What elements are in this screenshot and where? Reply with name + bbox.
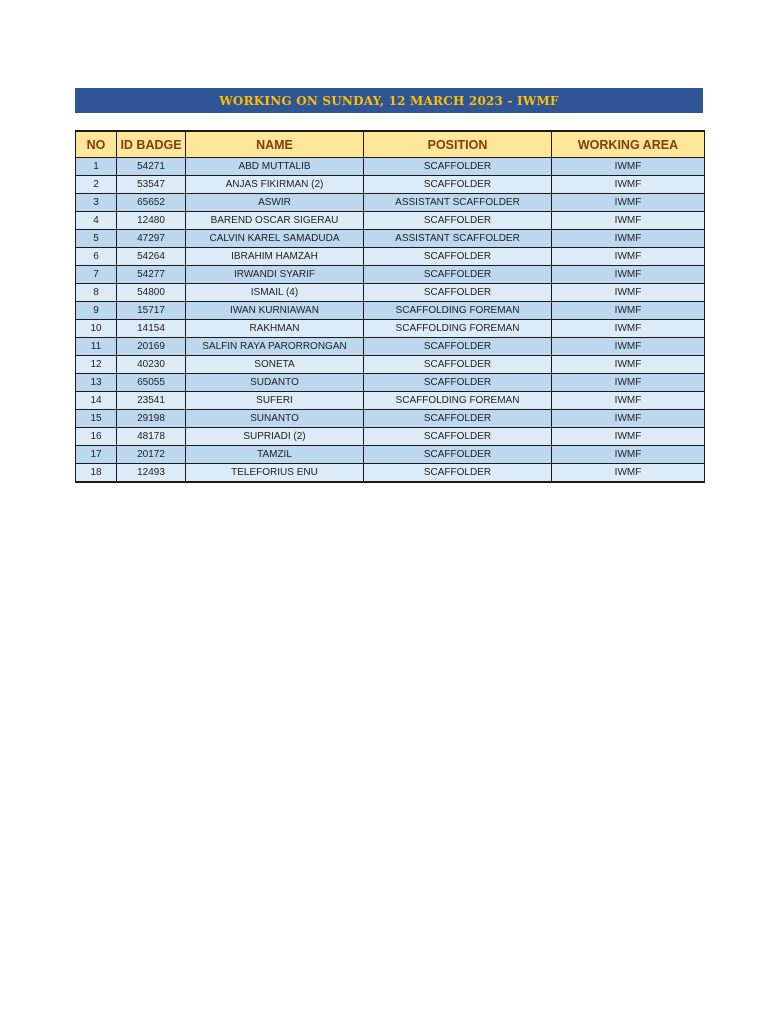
table-row bbox=[76, 212, 705, 230]
cell-id-badge: 12480 bbox=[117, 212, 186, 230]
table-row bbox=[76, 410, 705, 428]
table-body bbox=[76, 158, 705, 483]
cell-position: SCAFFOLDER bbox=[364, 266, 552, 284]
cell-position: SCAFFOLDING FOREMAN bbox=[364, 392, 552, 410]
table-row bbox=[76, 320, 705, 338]
cell-no: 1 bbox=[76, 158, 117, 176]
cell-no: 12 bbox=[76, 356, 117, 374]
cell-name: SUPRIADI (2) bbox=[186, 428, 364, 446]
table-row bbox=[76, 266, 705, 284]
cell-working-area: IWMF bbox=[552, 428, 705, 446]
cell-working-area: IWMF bbox=[552, 158, 705, 176]
table-row bbox=[76, 446, 705, 464]
cell-position: SCAFFOLDER bbox=[364, 428, 552, 446]
cell-name: IRWANDI SYARIF bbox=[186, 266, 364, 284]
cell-working-area: IWMF bbox=[552, 356, 705, 374]
cell-name: SUDANTO bbox=[186, 374, 364, 392]
cell-no: 15 bbox=[76, 410, 117, 428]
cell-no: 14 bbox=[76, 392, 117, 410]
cell-position: SCAFFOLDER bbox=[364, 374, 552, 392]
column-header-no: NO bbox=[76, 131, 117, 158]
table-header-row bbox=[76, 131, 705, 158]
table-row bbox=[76, 338, 705, 356]
cell-working-area: IWMF bbox=[552, 410, 705, 428]
cell-name: SUFERI bbox=[186, 392, 364, 410]
table-row bbox=[76, 428, 705, 446]
cell-no: 16 bbox=[76, 428, 117, 446]
cell-position: SCAFFOLDER bbox=[364, 158, 552, 176]
cell-no: 5 bbox=[76, 230, 117, 248]
cell-working-area: IWMF bbox=[552, 320, 705, 338]
cell-position: SCAFFOLDER bbox=[364, 338, 552, 356]
cell-working-area: IWMF bbox=[552, 446, 705, 464]
table-row bbox=[76, 302, 705, 320]
cell-id-badge: 40230 bbox=[117, 356, 186, 374]
table-row bbox=[76, 194, 705, 212]
cell-id-badge: 23541 bbox=[117, 392, 186, 410]
column-header-name: NAME bbox=[186, 131, 364, 158]
table-row bbox=[76, 284, 705, 302]
cell-name: BAREND OSCAR SIGERAU bbox=[186, 212, 364, 230]
table-row bbox=[76, 464, 705, 483]
cell-name: ISMAIL (4) bbox=[186, 284, 364, 302]
table-row bbox=[76, 374, 705, 392]
cell-id-badge: 65055 bbox=[117, 374, 186, 392]
cell-name: RAKHMAN bbox=[186, 320, 364, 338]
cell-name: SONETA bbox=[186, 356, 364, 374]
cell-position: SCAFFOLDER bbox=[364, 284, 552, 302]
table-row bbox=[76, 392, 705, 410]
cell-id-badge: 14154 bbox=[117, 320, 186, 338]
cell-position: SCAFFOLDER bbox=[364, 410, 552, 428]
table-row bbox=[76, 158, 705, 176]
cell-no: 13 bbox=[76, 374, 117, 392]
cell-position: SCAFFOLDING FOREMAN bbox=[364, 302, 552, 320]
cell-id-badge: 54800 bbox=[117, 284, 186, 302]
cell-position: SCAFFOLDER bbox=[364, 176, 552, 194]
cell-name: SUNANTO bbox=[186, 410, 364, 428]
cell-working-area: IWMF bbox=[552, 464, 705, 483]
table-row bbox=[76, 248, 705, 266]
cell-no: 8 bbox=[76, 284, 117, 302]
cell-id-badge: 47297 bbox=[117, 230, 186, 248]
cell-name: TAMZIL bbox=[186, 446, 364, 464]
cell-id-badge: 54264 bbox=[117, 248, 186, 266]
cell-working-area: IWMF bbox=[552, 284, 705, 302]
document-title: WORKING ON SUNDAY, 12 MARCH 2023 - IWMF bbox=[75, 88, 703, 113]
cell-id-badge: 20169 bbox=[117, 338, 186, 356]
cell-id-badge: 12493 bbox=[117, 464, 186, 483]
column-header-working-area: WORKING AREA bbox=[552, 131, 705, 158]
cell-position: SCAFFOLDER bbox=[364, 248, 552, 266]
cell-position: SCAFFOLDER bbox=[364, 356, 552, 374]
cell-no: 9 bbox=[76, 302, 117, 320]
cell-name: ASWIR bbox=[186, 194, 364, 212]
cell-working-area: IWMF bbox=[552, 194, 705, 212]
cell-name: CALVIN KAREL SAMADUDA bbox=[186, 230, 364, 248]
cell-position: SCAFFOLDER bbox=[364, 212, 552, 230]
cell-no: 6 bbox=[76, 248, 117, 266]
cell-name: ABD MUTTALIB bbox=[186, 158, 364, 176]
cell-no: 11 bbox=[76, 338, 117, 356]
cell-id-badge: 15717 bbox=[117, 302, 186, 320]
cell-name: SALFIN RAYA PARORRONGAN bbox=[186, 338, 364, 356]
cell-working-area: IWMF bbox=[552, 212, 705, 230]
cell-no: 3 bbox=[76, 194, 117, 212]
cell-position: SCAFFOLDING FOREMAN bbox=[364, 320, 552, 338]
cell-position: ASSISTANT SCAFFOLDER bbox=[364, 230, 552, 248]
cell-id-badge: 65652 bbox=[117, 194, 186, 212]
cell-working-area: IWMF bbox=[552, 392, 705, 410]
table-row bbox=[76, 176, 705, 194]
cell-position: SCAFFOLDER bbox=[364, 464, 552, 483]
cell-id-badge: 53547 bbox=[117, 176, 186, 194]
cell-no: 17 bbox=[76, 446, 117, 464]
cell-no: 10 bbox=[76, 320, 117, 338]
cell-id-badge: 54277 bbox=[117, 266, 186, 284]
cell-working-area: IWMF bbox=[552, 338, 705, 356]
roster-table bbox=[75, 130, 705, 483]
cell-name: IBRAHIM HAMZAH bbox=[186, 248, 364, 266]
cell-name: ANJAS FIKIRMAN (2) bbox=[186, 176, 364, 194]
cell-working-area: IWMF bbox=[552, 302, 705, 320]
cell-no: 4 bbox=[76, 212, 117, 230]
cell-id-badge: 48178 bbox=[117, 428, 186, 446]
cell-no: 18 bbox=[76, 464, 117, 483]
cell-id-badge: 20172 bbox=[117, 446, 186, 464]
column-header-position: POSITION bbox=[364, 131, 552, 158]
cell-working-area: IWMF bbox=[552, 266, 705, 284]
cell-working-area: IWMF bbox=[552, 248, 705, 266]
cell-working-area: IWMF bbox=[552, 374, 705, 392]
cell-position: ASSISTANT SCAFFOLDER bbox=[364, 194, 552, 212]
cell-id-badge: 29198 bbox=[117, 410, 186, 428]
cell-no: 2 bbox=[76, 176, 117, 194]
cell-name: TELEFORIUS ENU bbox=[186, 464, 364, 483]
cell-id-badge: 54271 bbox=[117, 158, 186, 176]
cell-position: SCAFFOLDER bbox=[364, 446, 552, 464]
cell-working-area: IWMF bbox=[552, 176, 705, 194]
column-header-id-badge: ID BADGE bbox=[117, 131, 186, 158]
table-row bbox=[76, 230, 705, 248]
cell-name: IWAN KURNIAWAN bbox=[186, 302, 364, 320]
cell-working-area: IWMF bbox=[552, 230, 705, 248]
cell-no: 7 bbox=[76, 266, 117, 284]
table-row bbox=[76, 356, 705, 374]
